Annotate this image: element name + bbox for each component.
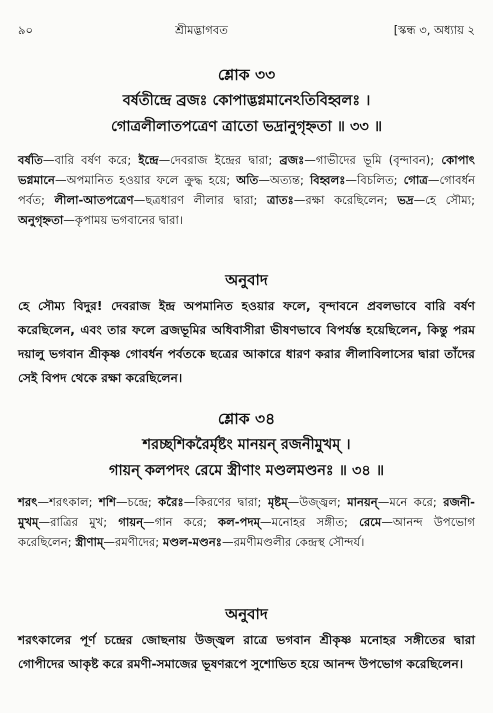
gloss-meaning: —রমণীদের; (103, 535, 163, 549)
gloss-term: গায়ন্ (118, 515, 144, 529)
gloss-term: লীলা-আতপত্রেণ (54, 193, 134, 207)
gloss-meaning: —রমণীমণ্ডলীর কেন্দ্রস্থ সৌন্দর্য। (221, 535, 365, 549)
gloss-term: অনুগৃহ্নতা (18, 213, 64, 227)
gloss-term: অতি (236, 173, 259, 187)
gloss-term: কোপাৎ (441, 153, 475, 167)
verse-34 (18, 406, 475, 484)
word-meanings-33 (18, 150, 475, 230)
gloss-meaning: —বিচলিত; (345, 173, 404, 187)
verse-heading: শ্লোক ৩৪ (217, 410, 276, 428)
gloss-meaning: —গান করে; (143, 515, 219, 529)
gloss-meaning: —গাভীদের ভূমি (বৃন্দাবন); (304, 153, 442, 167)
gloss-term: মণ্ডল-মণ্ডনঃ (162, 535, 222, 549)
gloss-term: রেমে (359, 515, 382, 529)
gloss-meaning: —মনে করে; (377, 495, 444, 509)
verse-heading: শ্লোক ৩৩ (217, 66, 276, 84)
gloss-term: ইন্দ্রে (138, 153, 159, 167)
gloss-term: ব্রজঃ (279, 153, 305, 167)
gloss-meaning: —শরৎকাল; (37, 495, 99, 509)
verse-line-2: গায়ন্ কলপদং রেমে স্ত্রীণাং মণ্ডলমণ্ডনঃ ॥ ৩৪ ॥ (108, 463, 385, 479)
gloss-meaning: —কৃপাময় ভগবানের দ্বারা। (63, 213, 183, 227)
translation-heading-33: অনুবাদ (225, 271, 268, 289)
translation-heading-34: অনুবাদ (225, 605, 268, 623)
gloss-term: বিহ্বলঃ (309, 173, 346, 187)
book-title: শ্রীমদ্ভাগবত (175, 22, 228, 37)
gloss-term: ভদ্র (397, 193, 414, 207)
gloss-meaning: —বারি বর্ষণ করে; (42, 153, 139, 167)
gloss-term: করৈঃ (158, 495, 184, 509)
gloss-term: কল-পদম্ (218, 515, 261, 529)
gloss-meaning: —অত্যন্ত; (258, 173, 310, 187)
gloss-term: মানয়ন্ (347, 495, 378, 509)
gloss-meaning: —চন্দ্রে; (115, 495, 159, 509)
gloss-meaning: —ছত্রধারণ লীলার দ্বারা; (133, 193, 267, 207)
gloss-term: শরৎ (18, 495, 38, 509)
verse-line-1: বর্ষতীন্দ্রে ব্রজঃ কোপাদ্ভগ্নমানেঽতিবিহ্বলঃ । (122, 93, 371, 109)
translation-33: হে সৌম্য বিদুর! দেবরাজ ইন্দ্র অপমানিত হওয়ার ফলে, বৃন্দাবনে প্রবলভাবে বারি বর্ষণ করেছিলেন, এবং তার ফলে ব্রজভূমির অধিবাসীরা ভীষণভাবে বিপর্যস্ত হয়েছিলেন, কিন্তু পরম দয়ালু ভগবান শ্রীকৃষ্ণ গোবর্ধন পর্বতকে ছত্রের আকারে ধারণ করার লীলাবিলাসের দ্বারা তাঁদের সেই বিপদ থেকে রক্ষা করেছিলেন। (18, 299, 475, 385)
gloss-meaning: —উজ্জ্বল; (287, 495, 348, 509)
word-meanings-34 (18, 492, 475, 552)
gloss-term: মৃষ্টম্ (267, 495, 288, 509)
chapter-reference: [স্কন্ধ ৩, অধ্যায় ২ (393, 22, 475, 37)
gloss-term: ভগ্নমানে (18, 173, 55, 187)
gloss-meaning: —হে সৌম্য; (413, 193, 475, 207)
gloss-term: বর্ষতি (18, 153, 43, 167)
gloss-meaning: —মনোহর সঙ্গীত; (260, 515, 360, 529)
gloss-term: রজনী-মুখম্ (18, 495, 475, 529)
gloss-meaning: —রক্ষা করেছিলেন; (293, 193, 398, 207)
gloss-meaning: —আনন্দ উপভোগ করেছিলেন; (18, 515, 476, 549)
verse-33 (18, 62, 475, 140)
gloss-meaning: —গোবর্ধন পর্বত; (18, 173, 475, 207)
translation-34: শরৎকালের পূর্ণ চন্দ্রের জোছনায় উজ্জ্বল রাত্রে ভগবান শ্রীকৃষ্ণ মনোহর সঙ্গীতের দ্বারা গোপীদের আকৃষ্ট করে রমণী-সমাজের ভূষণরূপে সুশোভিত হয়ে আনন্দ উপভোগ করেছিলেন। (18, 633, 475, 671)
gloss-meaning: —রাত্রির মুখ; (38, 515, 119, 529)
gloss-term: স্ত্রীণাম্ (75, 535, 104, 549)
gloss-meaning: —দেবরাজ ইন্দ্রের দ্বারা; (158, 153, 280, 167)
verse-line-1: শরচ্ছশিকরৈর্মৃষ্টং মানয়ন্ রজনীমুখম্ । (142, 437, 351, 453)
gloss-meaning: —কিরণের দ্বারা; (183, 495, 268, 509)
gloss-term: শশি (98, 495, 116, 509)
gloss-meaning: —অপমানিত হওয়ার ফলে ক্রুদ্ধ হয়ে; (54, 173, 237, 187)
gloss-term: গোত্র (403, 173, 428, 187)
page-number: ৯০ (18, 22, 33, 37)
running-header (18, 22, 475, 40)
verse-line-2: গোত্রলীলাতপত্রেণ ত্রাতো ভদ্রানুগৃহ্নতা ॥ ৩৩ ॥ (110, 119, 383, 135)
gloss-term: ত্রাতঃ (266, 193, 294, 207)
